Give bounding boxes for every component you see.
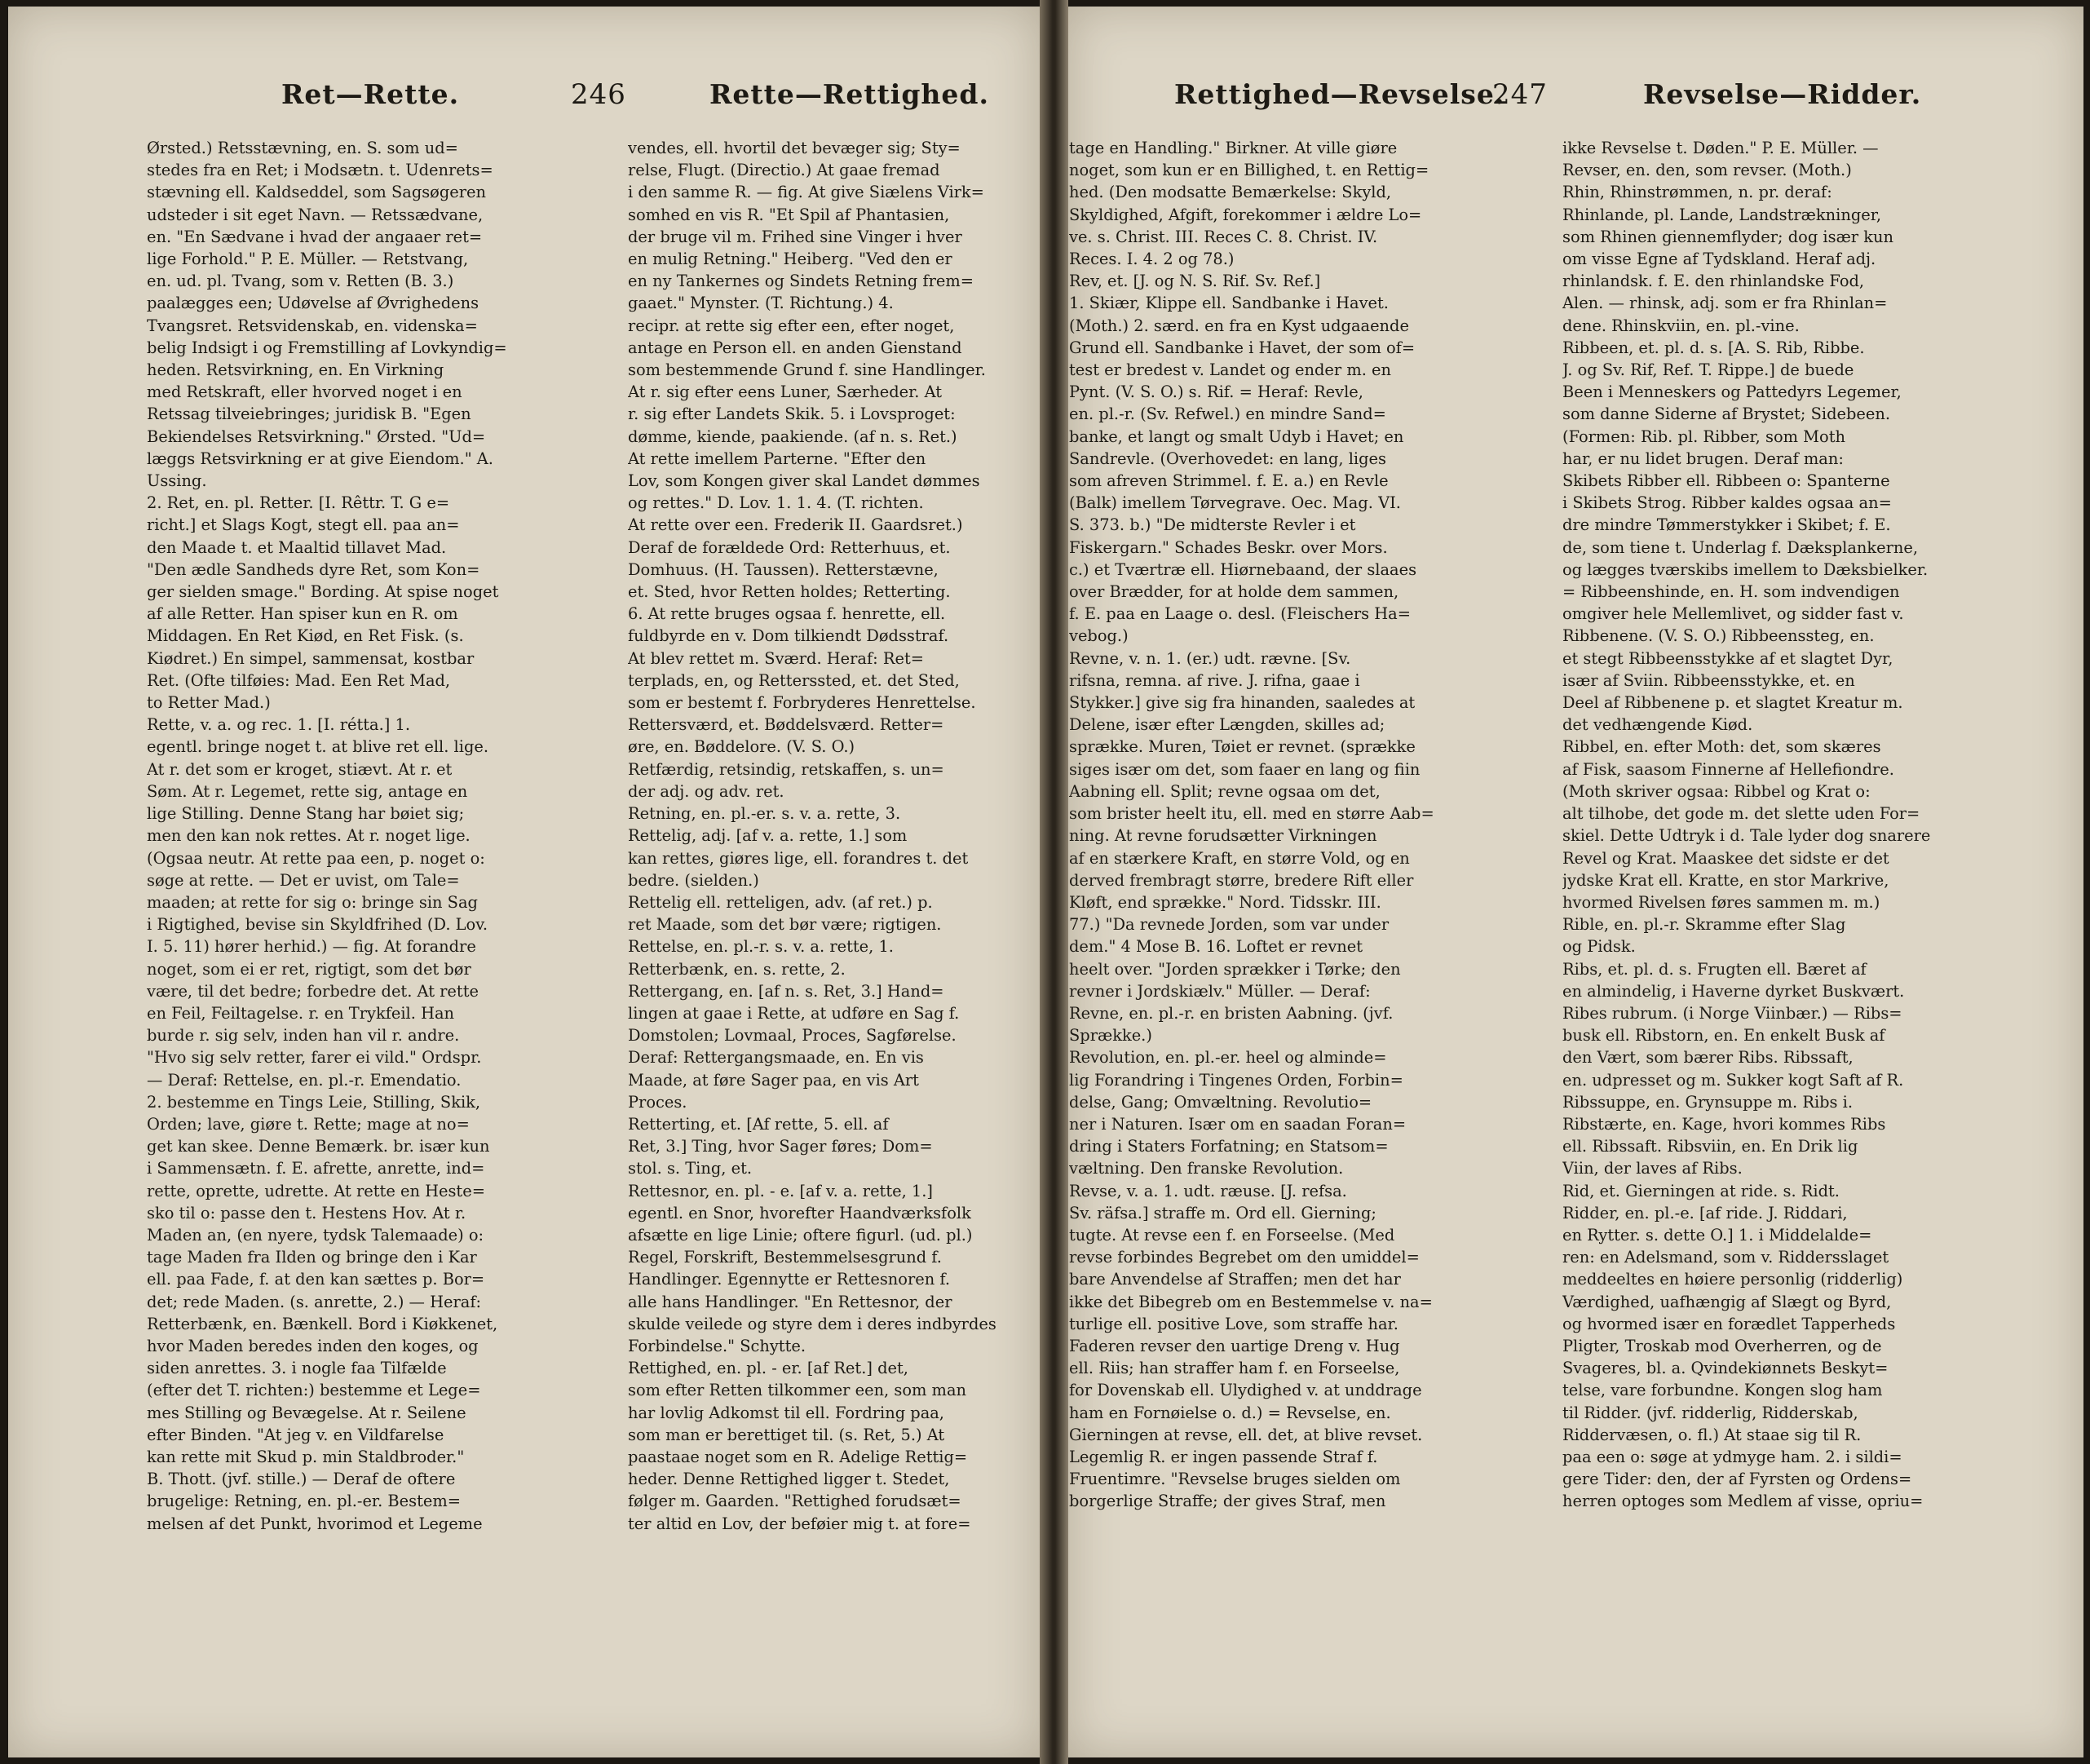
text-line: stedes fra en Ret; i Modsætn. t. Udenrets=: [147, 161, 493, 180]
left-header-guide-left: Ret—Rette.: [281, 78, 460, 110]
text-line: Tvangsret. Retsvidenskab, en. videnska=: [147, 316, 478, 335]
text-line: søge at rette. — Det er uvist, om Tale=: [147, 870, 460, 890]
text-line: øre, en. Bøddelore. (V. S. O.): [628, 737, 855, 757]
text-line: ning. At revne forudsætter Virkningen: [1069, 826, 1377, 846]
text-line: to Retter Mad.): [147, 693, 271, 713]
text-line: terplads, en, og Retterssted, et. det Sted,: [628, 670, 960, 690]
text-line: Fiskergarn." Schades Beskr. over Mors.: [1069, 537, 1388, 557]
text-line: en. ud. pl. Tvang, som v. Retten (B. 3.): [147, 272, 454, 291]
text-line: Ribssuppe, en. Grynsuppe m. Ribs i.: [1562, 1092, 1854, 1112]
text-line: heelt over. "Jorden sprækker i Tørke; den: [1069, 959, 1401, 979]
text-line: borgerlige Straffe; der gives Straf, men: [1069, 1492, 1386, 1511]
text-line: og Pidsk.: [1562, 937, 1636, 957]
text-line: Rette, v. a. og rec. 1. [I. rétta.] 1.: [147, 715, 411, 735]
text-line: brugelige: Retning, en. pl.-er. Bestem=: [147, 1492, 461, 1511]
left-page-header: [8, 78, 1040, 127]
text-line: Skibets Ribber ell. Ribbeen o: Spanterne: [1562, 471, 1890, 491]
text-line: lig Forandring i Tingenes Orden, Forbin=: [1069, 1070, 1403, 1090]
text-line: Grund ell. Sandbanke i Havet, der som of=: [1069, 338, 1416, 357]
text-line: efter Binden. "At jeg v. en Vildfarelse: [147, 1425, 444, 1444]
text-line: egentl. bringe noget t. at blive ret ell. lige.: [147, 737, 489, 757]
text-line: Revolution, en. pl.-er. heel og alminde=: [1069, 1048, 1387, 1068]
text-line: gaaet." Mynster. (T. Richtung.) 4.: [628, 294, 894, 313]
text-line: hvor Maden beredes inden den koges, og: [147, 1336, 479, 1355]
right-header-guide-left: Rettighed—Revselse.: [1174, 78, 1505, 110]
text-line: stol. s. Ting, et.: [628, 1159, 753, 1178]
text-line: Pligter, Troskab mod Overherren, og de: [1562, 1336, 1882, 1355]
left-page: [8, 7, 1040, 1757]
text-line: og rettes." D. Lov. 1. 1. 4. (T. richten.: [628, 493, 924, 513]
text-line: Revne, en. pl.-r. en bristen Aabning. (jvf.: [1069, 1003, 1394, 1023]
text-line: et stegt Ribbeensstykke af et slagtet Dyr,: [1562, 648, 1893, 668]
text-line: Rettersværd, et. Bøddelsværd. Retter=: [628, 715, 944, 735]
text-line: en. pl.-r. (Sv. Refwel.) en mindre Sand=: [1069, 405, 1386, 424]
text-line: Retssag tilveiebringes; juridisk B. "Egen: [147, 405, 471, 424]
text-line: J. og Sv. Rif, Ref. T. Rippe.] de buede: [1562, 360, 1854, 380]
text-line: telse, vare forbundne. Kongen slog ham: [1562, 1381, 1883, 1400]
text-line: B. Thott. (jvf. stille.) — Deraf de oftere: [147, 1470, 456, 1489]
text-line: Retning, en. pl.-er. s. v. a. rette, 3.: [628, 804, 901, 824]
text-line: Svageres, bl. a. Qvindekiønnets Beskyt=: [1562, 1359, 1889, 1378]
text-line: dene. Rhinskviin, en. pl.-vine.: [1562, 316, 1800, 335]
text-line: paa een o: søge at ydmyge ham. 2. i sildi=: [1562, 1447, 1902, 1466]
text-line: rhinlandsk. f. E. den rhinlandske Fod,: [1562, 272, 1865, 291]
text-line: Rettesnor, en. pl. - e. [af v. a. rette, 1.]: [628, 1181, 933, 1200]
text-line: Handlinger. Egennytte er Rettesnoren f.: [628, 1270, 951, 1289]
left-column-2: [628, 137, 1040, 1535]
text-line: Kløft, end sprække." Nord. Tidsskr. III.: [1069, 892, 1381, 912]
text-line: over Brædder, for at holde dem sammen,: [1069, 582, 1399, 602]
text-line: Pynt. (V. S. O.) s. Rif. = Heraf: Revle,: [1069, 382, 1363, 402]
text-line: 1. Skiær, Klippe ell. Sandbanke i Havet.: [1069, 294, 1389, 313]
text-line: test er bredest v. Landet og ender m. en: [1069, 360, 1391, 380]
text-line: Maade, at føre Sager paa, en vis Art: [628, 1070, 919, 1090]
text-line: har, er nu lidet brugen. Deraf man:: [1562, 449, 1844, 468]
text-line: hvormed Rivelsen føres sammen m. m.): [1562, 892, 1880, 912]
text-line: Søm. At r. Legemet, rette sig, antage en: [147, 781, 468, 801]
text-line: omgiver hele Mellemlivet, og sidder fast v.: [1562, 604, 1904, 624]
text-line: ell. Ribssaft. Ribsviin, en. En Drik lig: [1562, 1137, 1858, 1156]
text-line: til Ridder. (jvf. ridderlig, Ridderskab,: [1562, 1403, 1858, 1422]
text-line: for Dovenskab ell. Ulydighed v. at unddrage: [1069, 1381, 1422, 1400]
text-line: (Moth skriver ogsaa: Ribbel og Krat o:: [1562, 781, 1871, 801]
text-line: Retfærdig, retsindig, retskaffen, s. un=: [628, 759, 944, 779]
text-line: Rettelig, adj. [af v. a. rette, 1.] som: [628, 826, 908, 846]
text-line: Retterbænk, en. Bænkell. Bord i Kiøkkenet,: [147, 1314, 498, 1333]
text-line: som efter Retten tilkommer een, som man: [628, 1381, 966, 1400]
text-line: gere Tider: den, der af Fyrsten og Ordens=: [1562, 1470, 1912, 1489]
text-line: Faderen revser den uartige Dreng v. Hug: [1069, 1336, 1400, 1355]
text-line: Rid, et. Gierningen at ride. s. Ridt.: [1562, 1181, 1840, 1200]
text-line: derved frembragt større, bredere Rift eller: [1069, 870, 1414, 890]
text-line: siges især om det, som faaer en lang og fiin: [1069, 759, 1421, 779]
right-page-number: 247: [1492, 78, 1548, 111]
text-line: Regel, Forskrift, Bestemmelsesgrund f.: [628, 1248, 942, 1267]
text-line: Ribes rubrum. (i Norge Viinbær.) — Ribs=: [1562, 1003, 1902, 1023]
text-line: somhed en vis R. "Et Spil af Phantasien,: [628, 205, 950, 224]
text-line: udsteder i sit eget Navn. — Retssædvane,: [147, 205, 484, 224]
text-line: melsen af det Punkt, hvorimod et Legeme: [147, 1514, 483, 1533]
text-line: Rhinlande, pl. Lande, Landstrækninger,: [1562, 205, 1882, 224]
text-line: ell. paa Fade, f. at den kan sættes p. Bor=: [147, 1270, 485, 1289]
text-line: Ribbeen, et. pl. d. s. [A. S. Rib, Ribbe.: [1562, 338, 1865, 357]
text-line: At rette imellem Parterne. "Efter den: [628, 449, 926, 468]
text-line: noget, som kun er en Billighed, t. en Rettig=: [1069, 161, 1429, 180]
text-line: Retterting, et. [Af rette, 5. ell. af: [628, 1114, 889, 1134]
text-line: noget, som ei er ret, rigtigt, som det bør: [147, 959, 471, 979]
text-line: en. "En Sædvane i hvad der angaaer ret=: [147, 227, 483, 246]
text-line: maaden; at rette for sig o: bringe sin Sag: [147, 892, 478, 912]
text-line: i den samme R. — fig. At give Siælens Virk=: [628, 183, 984, 202]
text-line: Lov, som Kongen giver skal Landet dømmes: [628, 471, 980, 491]
text-line: Bekiendelses Retsvirkning." Ørsted. "Ud=: [147, 427, 486, 446]
text-line: (Ogsaa neutr. At rette paa een, p. noget o:: [147, 848, 485, 868]
text-line: get kan skee. Denne Bemærk. br. især kun: [147, 1137, 490, 1156]
text-line: At r. det som er kroget, stiævt. At r. et: [147, 759, 453, 779]
text-line: af alle Retter. Han spiser kun en R. om: [147, 604, 458, 624]
text-line: Sprække.): [1069, 1026, 1152, 1046]
text-line: belig Indsigt i og Fremstilling af Lovkyndig=: [147, 338, 507, 357]
text-line: ner i Naturen. Især om en saadan Foran=: [1069, 1114, 1407, 1134]
text-line: som brister heelt itu, ell. med en større Aab=: [1069, 804, 1434, 824]
text-line: og lægges tværskibs imellem to Dæksbielker.: [1562, 559, 1929, 579]
right-column-1: [1069, 137, 1542, 1513]
right-column-2: [1562, 137, 2052, 1513]
text-line: kan rette mit Skud p. min Staldbroder.": [147, 1447, 465, 1466]
text-line: Rible, en. pl.-r. Skramme efter Slag: [1562, 915, 1846, 935]
text-line: siden anrettes. 3. i nogle faa Tilfælde: [147, 1359, 447, 1378]
text-line: bedre. (sielden.): [628, 870, 759, 890]
text-line: stævning ell. Kaldseddel, som Sagsøgeren: [147, 183, 486, 202]
text-line: af en stærkere Kraft, en større Vold, og en: [1069, 848, 1410, 868]
text-line: banke, et langt og smalt Udyb i Havet; en: [1069, 427, 1404, 446]
text-line: Værdighed, uafhængig af Slægt og Byrd,: [1562, 1292, 1892, 1311]
text-line: tage Maden fra Ilden og bringe den i Kar: [147, 1248, 477, 1267]
text-line: Rettelig ell. retteligen, adv. (af ret.) p.: [628, 892, 933, 912]
text-line: skiel. Dette Udtryk i d. Tale lyder dog snarere: [1562, 826, 1931, 846]
text-line: Kiødret.) En simpel, sammensat, kostbar: [147, 648, 475, 668]
text-line: Rev, et. [J. og N. S. Rif. Sv. Ref.]: [1069, 272, 1321, 291]
text-line: vendes, ell. hvortil det bevæger sig; Sty=: [628, 139, 961, 157]
text-line: ren: en Adelsmand, som v. Riddersslaget: [1562, 1248, 1889, 1267]
text-line: rette, oprette, udrette. At rette en Heste=: [147, 1181, 485, 1200]
text-line: egentl. en Snor, hvorefter Haandværksfolk: [628, 1203, 971, 1222]
text-line: det; rede Maden. (s. anrette, 2.) — Heraf:: [147, 1292, 482, 1311]
text-line: Ribs, et. pl. d. s. Frugten ell. Bæret af: [1562, 959, 1867, 979]
text-line: en Rytter. s. dette O.] 1. i Middelalde=: [1562, 1225, 1872, 1245]
text-line: Domstolen; Lovmaal, Proces, Sagførelse.: [628, 1026, 957, 1046]
text-line: lige Stilling. Denne Stang har bøiet sig;: [147, 804, 465, 824]
text-line: Sv. räfsa.] straffe m. Ord ell. Gierning;: [1069, 1203, 1376, 1222]
text-line: om visse Egne af Tydskland. Heraf adj.: [1562, 250, 1876, 269]
text-line: af Fisk, saasom Finnerne af Hellefiondre.: [1562, 759, 1894, 779]
left-header-guide-right: Rette—Rettighed.: [709, 78, 989, 110]
text-line: Delene, især efter Længden, skilles ad;: [1069, 715, 1385, 735]
text-line: en mulig Retning." Heiberg. "Ved den er: [628, 250, 952, 269]
text-line: heder. Denne Rettighed ligger t. Stedet,: [628, 1470, 950, 1489]
text-line: r. sig efter Landets Skik. 5. i Lovsproget:: [628, 405, 956, 424]
text-line: heden. Retsvirkning, en. En Virkning: [147, 360, 444, 380]
text-line: i Skibets Strog. Ribber kaldes ogsaa an=: [1562, 493, 1892, 513]
text-line: jydske Krat ell. Kratte, en stor Markrive,: [1562, 870, 1889, 890]
text-line: busk ell. Ribstorn, en. En enkelt Busk af: [1562, 1026, 1885, 1046]
text-line: Riddervæsen, o. fl.) At staae sig til R.: [1562, 1425, 1862, 1444]
text-line: som afreven Strimmel. f. E. a.) en Revle: [1069, 471, 1389, 491]
text-line: Alen. — rhinsk, adj. som er fra Rhinlan=: [1562, 294, 1888, 313]
text-line: sprække. Muren, Tøiet er revnet. (sprække: [1069, 737, 1416, 757]
text-line: meddeeltes en høiere personlig (ridderlig): [1562, 1270, 1903, 1289]
text-line: som er bestemt f. Forbryderes Henrettelse.: [628, 693, 976, 713]
text-line: delse, Gang; Omvæltning. Revolutio=: [1069, 1092, 1372, 1112]
text-line: richt.] et Slags Kogt, stegt ell. paa an=: [147, 515, 460, 535]
text-line: Domhuus. (H. Taussen). Retterstævne,: [628, 559, 939, 579]
text-line: der bruge vil m. Frihed sine Vinger i hver: [628, 227, 962, 246]
text-line: revner i Jordskiælv." Müller. — Deraf:: [1069, 981, 1371, 1001]
text-line: en. udpresset og m. Sukker kogt Saft af R.: [1562, 1070, 1904, 1090]
text-line: Rhin, Rhinstrømmen, n. pr. deraf:: [1562, 183, 1832, 202]
text-line: kan rettes, giøres lige, ell. forandres t. det: [628, 848, 969, 868]
text-line: Gierningen at revse, ell. det, at blive revset.: [1069, 1425, 1423, 1444]
text-line: Viin, der laves af Ribs.: [1562, 1159, 1743, 1178]
text-line: Deraf de forældede Ord: Retterhuus, et.: [628, 537, 951, 557]
text-line: som danne Siderne af Brystet; Sidebeen.: [1562, 405, 1891, 424]
text-line: skulde veilede og styre dem i deres indbyrdes: [628, 1314, 996, 1333]
text-line: Proces.: [628, 1092, 687, 1112]
text-line: Forbindelse." Schytte.: [628, 1336, 806, 1355]
text-line: ve. s. Christ. III. Reces C. 8. Christ. IV.: [1069, 227, 1378, 246]
text-line: Ret, 3.] Ting, hvor Sager føres; Dom=: [628, 1137, 933, 1156]
text-line: c.) et Tværtræ ell. Hiørnebaand, der slaaes: [1069, 559, 1417, 579]
text-line: tugte. At revse een f. en Forseelse. (Med: [1069, 1225, 1395, 1245]
text-line: Ridder, en. pl.-e. [af ride. J. Riddari,: [1562, 1203, 1848, 1222]
text-line: den Vært, som bærer Ribs. Ribssaft,: [1562, 1048, 1854, 1068]
text-line: Ørsted.) Retsstævning, en. S. som ud=: [147, 139, 458, 157]
text-line: (Formen: Rib. pl. Ribber, som Moth: [1562, 427, 1845, 446]
text-line: 6. At rette bruges ogsaa f. henrette, ell.: [628, 604, 946, 624]
text-line: Fruentimre. "Revselse bruges sielden om: [1069, 1470, 1401, 1489]
text-line: lingen at gaae i Rette, at udføre en Sag f.: [628, 1003, 960, 1023]
right-header-guide-right: Revselse—Ridder.: [1643, 78, 1922, 110]
text-line: Revse, v. a. 1. udt. ræuse. [J. refsa.: [1069, 1181, 1347, 1200]
text-line: recipr. at rette sig efter een, efter noget,: [628, 316, 955, 335]
text-line: Stykker.] give sig fra hinanden, saaledes at: [1069, 693, 1416, 713]
text-line: alle hans Handlinger. "En Rettesnor, der: [628, 1292, 952, 1311]
text-line: ell. Riis; han straffer ham f. en Forseelse,: [1069, 1359, 1400, 1378]
text-line: — Deraf: Rettelse, en. pl.-r. Emendatio.: [147, 1070, 462, 1090]
text-line: som man er berettiget til. (s. Ret, 5.) At: [628, 1425, 945, 1444]
text-line: de, som tiene t. Underlag f. Dæksplankerne,: [1562, 537, 1919, 557]
text-line: 77.) "Da revnede Jorden, som var under: [1069, 915, 1390, 935]
text-line: = Ribbeenshinde, en. H. som indvendigen: [1562, 582, 1900, 602]
text-line: herren optoges som Medlem af visse, opriu=: [1562, 1492, 1924, 1511]
text-line: afsætte en lige Linie; oftere figurl. (ud. pl.): [628, 1225, 973, 1245]
text-line: (efter det T. richten:) bestemme et Lege=: [147, 1381, 481, 1400]
text-line: dømme, kiende, paakiende. (af n. s. Ret.): [628, 427, 957, 446]
text-line: Rettergang, en. [af n. s. Ret, 3.] Hand=: [628, 981, 944, 1001]
text-line: Ribbenene. (V. S. O.) Ribbeenssteg, en.: [1562, 626, 1875, 646]
text-line: sko til o: passe den t. Hestens Hov. At r.: [147, 1203, 466, 1222]
text-line: burde r. sig selv, inden han vil r. andre.: [147, 1026, 460, 1046]
text-line: Revne, v. n. 1. (er.) udt. rævne. [Sv.: [1069, 648, 1351, 668]
right-page: [1068, 7, 2083, 1757]
text-line: Reces. I. 4. 2 og 78.): [1069, 250, 1235, 269]
text-line: Middagen. En Ret Kiød, en Ret Fisk. (s.: [147, 626, 464, 646]
text-line: i Sammensætn. f. E. afrette, anrette, ind=: [147, 1159, 485, 1178]
text-line: dring i Staters Forfatning; en Statsom=: [1069, 1137, 1389, 1156]
text-line: tage en Handling." Birkner. At ville giøre: [1069, 139, 1398, 157]
text-line: der adj. og adv. ret.: [628, 781, 784, 801]
text-line: en Feil, Feiltagelse. r. en Trykfeil. Han: [147, 1003, 455, 1023]
text-line: følger m. Gaarden. "Rettighed forudsæt=: [628, 1492, 961, 1511]
text-line: ham en Fornøielse o. d.) = Revselse, en.: [1069, 1403, 1391, 1422]
text-line: i Rigtighed, bevise sin Skyldfrihed (D. Lov.: [147, 915, 488, 935]
text-line: ger sielden smage." Bording. At spise noget: [147, 582, 499, 602]
text-line: "Den ædle Sandheds dyre Ret, som Kon=: [147, 559, 480, 579]
text-line: Maden an, (en nyere, tydsk Talemaade) o:: [147, 1225, 484, 1245]
text-line: (Balk) imellem Tørvegrave. Oec. Mag. VI.: [1069, 493, 1401, 513]
text-line: "Hvo sig selv retter, farer ei vild." Ordspr.: [147, 1048, 482, 1068]
text-line: væltning. Den franske Revolution.: [1069, 1159, 1344, 1178]
text-line: 2. Ret, en. pl. Retter. [I. Rêttr. T. G e=: [147, 493, 450, 513]
text-line: relse, Flugt. (Directio.) At gaae fremad: [628, 161, 940, 180]
text-line: vebog.): [1069, 626, 1129, 646]
text-line: Been i Menneskers og Pattedyrs Legemer,: [1562, 382, 1902, 402]
text-line: dem." 4 Mose B. 16. Loftet er revnet: [1069, 937, 1363, 957]
text-line: turlige ell. positive Love, som straffe har.: [1069, 1314, 1398, 1333]
text-line: Rettelse, en. pl.-r. s. v. a. rette, 1.: [628, 937, 894, 957]
text-line: I. 5. 11) hører herhid.) — fig. At forandre: [147, 937, 476, 957]
text-line: Aabning ell. Split; revne ogsaa om det,: [1069, 781, 1381, 801]
text-line: det vedhængende Kiød.: [1562, 715, 1753, 735]
text-line: 2. bestemme en Tings Leie, Stilling, Skik,: [147, 1092, 481, 1112]
text-line: ikke det Bibegreb om en Bestemmelse v. na=: [1069, 1292, 1433, 1311]
text-line: Deel af Ribbenene p. et slagtet Kreatur m.: [1562, 693, 1903, 713]
text-line: lige Forhold." P. E. Müller. — Retstvang,: [147, 250, 469, 269]
text-line: den Maade t. et Maaltid tillavet Mad.: [147, 537, 447, 557]
text-line: Ribbel, en. efter Moth: det, som skæres: [1562, 737, 1881, 757]
text-line: Revser, en. den, som revser. (Moth.): [1562, 161, 1852, 180]
text-line: Legemlig R. er ingen passende Straf f.: [1069, 1447, 1378, 1466]
text-line: Orden; lave, giøre t. Rette; mage at no=: [147, 1114, 470, 1134]
text-line: Ussing.: [147, 471, 207, 491]
text-line: en ny Tankernes og Sindets Retning frem=: [628, 272, 974, 291]
right-page-header: [1068, 78, 2083, 127]
text-line: alt tilhobe, det gode m. det slette uden For=: [1562, 804, 1920, 824]
text-line: dre mindre Tømmerstykker i Skibet; f. E.: [1562, 515, 1891, 535]
text-line: rifsna, remna. af rive. J. rifna, gaae i: [1069, 670, 1360, 690]
text-line: At r. sig efter eens Luner, Særheder. At: [628, 382, 943, 402]
text-line: ikke Revselse t. Døden." P. E. Müller. —: [1562, 139, 1879, 157]
text-line: antage en Person ell. en anden Gienstand: [628, 338, 962, 357]
text-line: paalægges een; Udøvelse af Øvrighedens: [147, 294, 479, 313]
text-line: især af Sviin. Ribbeensstykke, et. en: [1562, 670, 1855, 690]
text-line: Deraf: Rettergangsmaade, en. En vis: [628, 1048, 924, 1068]
book-gutter: [1040, 0, 1068, 1764]
text-line: læggs Retsvirkning er at give Eiendom." A.: [147, 449, 493, 468]
left-page-number: 246: [571, 78, 626, 111]
text-line: som Rhinen giennemflyder; dog især kun: [1562, 227, 1893, 246]
text-line: med Retskraft, eller hvorved noget i en: [147, 382, 462, 402]
text-line: Rettighed, en. pl. - er. [af Ret.] det,: [628, 1359, 908, 1378]
text-line: bare Anvendelse af Straffen; men det har: [1069, 1270, 1401, 1289]
text-line: ter altid en Lov, der beføier mig t. at fore=: [628, 1514, 971, 1533]
text-line: og hvormed især en forædlet Tapperheds: [1562, 1314, 1896, 1333]
text-line: Skyldighed, Afgift, forekommer i ældre Lo=: [1069, 205, 1422, 224]
text-line: f. E. paa en Laage o. desl. (Fleischers Ha=: [1069, 604, 1411, 624]
text-line: S. 373. b.) "De midterste Revler i et: [1069, 515, 1356, 535]
text-line: Ribstærte, en. Kage, hvori kommes Ribs: [1562, 1114, 1886, 1134]
text-line: At rette over een. Frederik II. Gaardsret.): [628, 515, 963, 535]
text-line: revse forbindes Begrebet om den umiddel=: [1069, 1248, 1420, 1267]
text-line: Revel og Krat. Maaskee det sidste er det: [1562, 848, 1889, 868]
left-column-1: [147, 137, 595, 1535]
text-line: Sandrevle. (Overhovedet: en lang, liges: [1069, 449, 1386, 468]
text-line: være, til det bedre; forbedre det. At rette: [147, 981, 479, 1001]
text-line: som bestemmende Grund f. sine Handlinger.: [628, 360, 986, 380]
text-line: har lovlig Adkomst til ell. Fordring paa,: [628, 1403, 944, 1422]
text-line: Retterbænk, en. s. rette, 2.: [628, 959, 846, 979]
text-line: Ret. (Ofte tilføies: Mad. Een Ret Mad,: [147, 670, 451, 690]
text-line: en almindelig, i Haverne dyrket Buskvært.: [1562, 981, 1905, 1001]
text-line: At blev rettet m. Sværd. Heraf: Ret=: [628, 648, 924, 668]
text-line: paastaae noget som en R. Adelige Rettig=: [628, 1447, 968, 1466]
text-line: hed. (Den modsatte Bemærkelse: Skyld,: [1069, 183, 1392, 202]
text-line: et. Sted, hvor Retten holdes; Retterting.: [628, 582, 951, 602]
text-line: ret Maade, som det bør være; rigtigen.: [628, 915, 942, 935]
text-line: fuldbyrde en v. Dom tilkiendt Dødsstraf.: [628, 626, 949, 646]
text-line: men den kan nok rettes. At r. noget lige.: [147, 826, 471, 846]
text-line: mes Stilling og Bevægelse. At r. Seilene: [147, 1403, 466, 1422]
text-line: (Moth.) 2. særd. en fra en Kyst udgaaende: [1069, 316, 1409, 335]
